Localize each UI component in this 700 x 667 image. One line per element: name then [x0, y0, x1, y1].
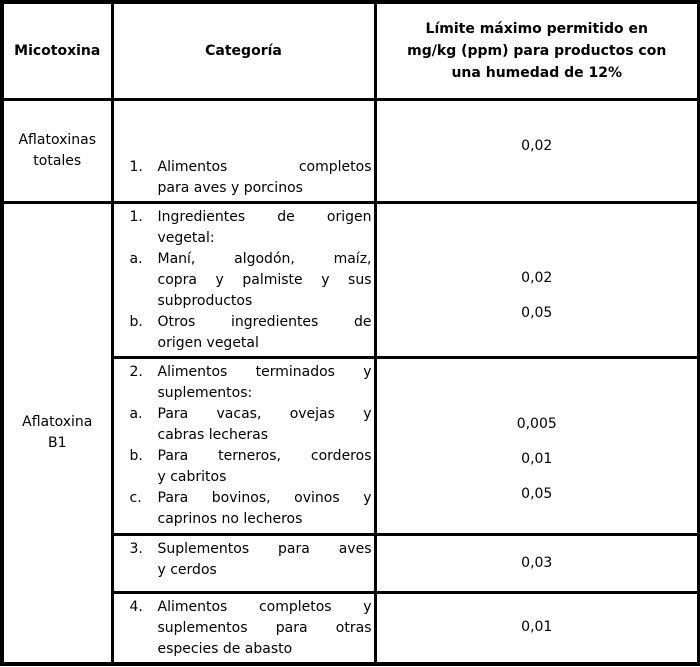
category-line-text: caprinos no lecheros — [157, 510, 303, 527]
list-marker: 4. — [129, 598, 143, 615]
category-line-text: Alimentos terminados y — [157, 363, 372, 380]
category-line-text: Para terneros, corderos — [157, 447, 372, 464]
col-header-limit — [375, 2, 699, 99]
limit-cell — [375, 534, 699, 592]
category-line-text: subproductos — [157, 292, 253, 309]
category-line-text: vegetal: — [157, 229, 215, 246]
category-cell — [112, 534, 375, 592]
category-line-text: suplementos: — [157, 384, 253, 401]
limit-value: 0,05 — [521, 304, 553, 321]
list-marker: 1. — [129, 158, 143, 175]
category-line — [114, 488, 372, 509]
limit-value: 0,03 — [521, 554, 553, 571]
limit-value: 0,02 — [521, 269, 553, 286]
header-row — [2, 2, 699, 99]
category-line-text: especies de abasto — [157, 640, 293, 657]
limit-cell — [375, 99, 699, 202]
limit-value: 0,01 — [521, 450, 553, 467]
category-cell — [112, 592, 375, 664]
col-header-limit-line: una humedad de 12% — [451, 64, 623, 81]
mycotoxin-name: Aflatoxina B1 — [22, 413, 93, 451]
col-header-mycotoxin-label: Micotoxina — [14, 42, 101, 59]
category-line — [114, 639, 372, 660]
list-marker: a. — [129, 250, 143, 267]
category-line — [114, 539, 372, 560]
category-line-text: Para bovinos, ovinos y — [157, 489, 372, 506]
category-line-text: origen vegetal — [157, 334, 259, 351]
limit-cell — [375, 202, 699, 357]
category-line-text: y cerdos — [157, 561, 217, 578]
category-cell — [112, 99, 375, 202]
limit-cell — [375, 592, 699, 664]
category-line — [114, 312, 372, 333]
category-line-text: Alimentos completos y — [157, 598, 372, 615]
category-line — [114, 270, 372, 291]
col-header-mycotoxin — [2, 2, 112, 99]
limit-value: 0,005 — [516, 415, 557, 432]
list-marker: b. — [129, 313, 143, 330]
category-line-text: Suplementos para aves — [157, 540, 372, 557]
category-line-text: cabras lecheras — [157, 426, 269, 443]
category-cell — [112, 357, 375, 534]
category-line — [114, 404, 372, 425]
mycotoxin-cell-aflatoxinas-totales — [2, 99, 112, 202]
category-line-text: Para vacas, ovejas y — [157, 405, 372, 422]
category-line-text: copra y palmiste y sus — [157, 271, 372, 288]
category-line — [114, 178, 372, 199]
category-line — [114, 157, 372, 178]
limit-value: 0,02 — [521, 137, 553, 154]
list-marker: b. — [129, 447, 143, 464]
list-marker: a. — [129, 405, 143, 422]
table-row — [2, 99, 699, 202]
col-header-category-label: Categoría — [205, 42, 282, 59]
category-line — [114, 467, 372, 488]
category-line-text: Ingredientes de origen — [157, 208, 372, 225]
category-line — [114, 509, 372, 530]
list-marker: 2. — [129, 363, 143, 380]
category-line-text: suplementos para otras — [157, 619, 372, 636]
category-line — [114, 291, 372, 312]
category-line — [114, 333, 372, 354]
limit-value: 0,05 — [521, 485, 553, 502]
col-header-category — [112, 2, 375, 99]
list-marker: 3. — [129, 540, 143, 557]
category-line — [114, 362, 372, 383]
col-header-limit-line: mg/kg (ppm) para productos con — [407, 42, 667, 59]
category-line-text: Alimentos completos — [157, 158, 372, 175]
list-marker: c. — [129, 489, 142, 506]
category-line — [114, 228, 372, 249]
category-line — [114, 383, 372, 404]
category-line — [114, 425, 372, 446]
category-line — [114, 597, 372, 618]
category-cell — [112, 202, 375, 357]
category-line-text: y cabritos — [157, 468, 227, 485]
category-line — [114, 618, 372, 639]
limit-cell — [375, 357, 699, 534]
category-line-text: Otros ingredientes de — [157, 313, 372, 330]
category-line-text: para aves y porcinos — [157, 179, 303, 196]
mycotoxin-cell-aflatoxina-b1 — [2, 202, 112, 664]
category-line — [114, 446, 372, 467]
category-line — [114, 249, 372, 270]
category-line — [114, 560, 372, 581]
category-line-text: Maní, algodón, maíz, — [157, 250, 372, 267]
limit-value: 0,01 — [521, 619, 553, 635]
table-row — [2, 202, 699, 357]
list-marker: 1. — [129, 208, 143, 225]
mycotoxin-name: Aflatoxinas totales — [18, 131, 97, 169]
col-header-limit-line: Límite máximo permitido en — [425, 20, 648, 37]
category-line — [114, 207, 372, 228]
